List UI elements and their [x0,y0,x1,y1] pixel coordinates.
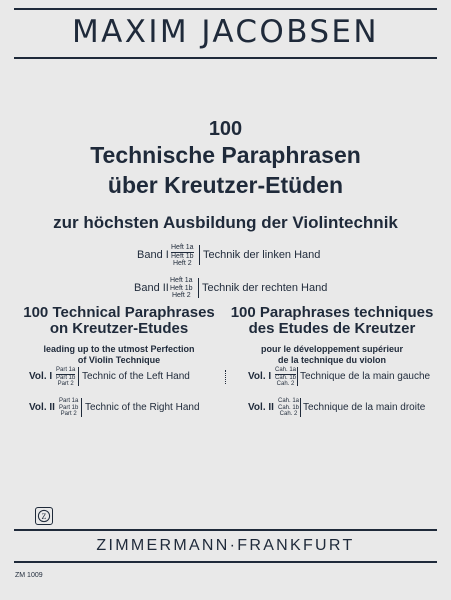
title-line-1: Technische Paraphrasen [90,142,361,168]
publisher-name: ZIMMERMANN·FRANKFURT [96,537,355,554]
french-vol-1-parts [275,367,296,388]
title-number: 100 [208,118,243,140]
top-rule [14,8,437,10]
french-heading-line-2: des Etudes de Kreutzer [248,320,416,337]
english-subheading [14,344,224,366]
band-1-bracket [199,245,200,265]
band-1-label: Band I [137,249,169,261]
svg-text:Z: Z [41,512,47,521]
author-rule [14,57,437,59]
english-vol-1-text: Technic of the Left Hand [82,371,190,382]
english-vol-2 [29,398,219,420]
english-vol-2-label: Vol. II [29,402,55,413]
french-vol-1-text: Technique de la main gauche [300,371,431,382]
heft-1a: Heft 1a [170,277,193,284]
french-heading-line-1: 100 Paraphrases techniques [230,304,434,321]
publisher-logo [35,507,53,525]
english-heading [14,305,224,337]
band-2-hefts [170,277,193,300]
french-vol-2-parts [278,398,299,418]
heft-2: Heft 2 [171,292,191,299]
part-2: Part 2 [60,411,77,417]
publisher-bottom-rule [14,561,437,563]
french-vol-2 [248,398,438,420]
part-1b: Part 1b [59,404,79,411]
catalog-code: ZM 1009 [15,572,43,579]
french-heading [226,305,438,337]
band-2-label: Band II [134,282,169,294]
heft-1a: Heft 1a [171,244,194,251]
french-vol-1-bracket [297,367,298,386]
band-1-hefts [171,244,194,268]
english-vol-2-text: Technic of the Right Hand [85,402,200,413]
french-subheading [226,344,438,366]
french-vol-2-label: Vol. II [248,402,274,413]
subtitle: zur höchsten Ausbildung der Violintechnik [53,213,398,232]
band-2-entry [134,277,374,301]
french-vol-2-bracket [300,398,301,417]
band-1-entry [137,244,367,268]
english-vol-2-parts [59,398,78,418]
band-2-bracket [198,278,199,298]
cah-1b: Cah. 1b [275,374,297,381]
heft-1b: Heft 1b [170,284,193,292]
english-sub-line-2: of Violin Technique [77,355,161,365]
part-2: Part 2 [57,381,74,387]
cah-2: Cah. 2 [276,381,295,387]
english-vol-1-label: Vol. I [29,371,53,382]
publisher-top-rule [14,529,437,531]
english-vol-1-parts [56,367,75,388]
part-1a: Part 1a [56,367,76,373]
cah-2: Cah. 2 [279,411,298,417]
column-divider [225,370,226,384]
cah-1a: Cah. 1a [278,398,300,404]
heft-2: Heft 2 [172,260,192,267]
title-line-2: über Kreutzer-Etüden [107,172,344,198]
english-heading-line-2: on Kreutzer-Etudes [49,320,189,337]
english-vol-2-bracket [81,398,82,417]
french-sub-line-1: pour le développement supérieur [260,344,404,354]
english-heading-line-1: 100 Technical Paraphrases [23,304,215,321]
french-vol-1 [248,367,438,389]
part-1a: Part 1a [59,398,79,404]
publisher-logo-icon [36,508,52,524]
french-sub-line-2: de la technique du violon [277,355,386,365]
band-2-text: Technik der rechten Hand [202,282,328,294]
heft-1b: Heft 1b [171,252,194,260]
part-1b: Part 1b [56,374,76,381]
band-1-text: Technik der linken Hand [203,249,321,261]
french-vol-1-label: Vol. I [248,371,272,382]
english-vol-1 [29,367,219,389]
cah-1a: Cah. 1a [275,367,297,373]
french-vol-2-text: Technique de la main droite [303,402,426,413]
cah-1b: Cah. 1b [278,404,300,411]
english-sub-line-1: leading up to the utmost Perfection [43,344,195,354]
author-name: MAXIM JACOBSEN [71,14,379,50]
english-vol-1-bracket [78,367,79,386]
